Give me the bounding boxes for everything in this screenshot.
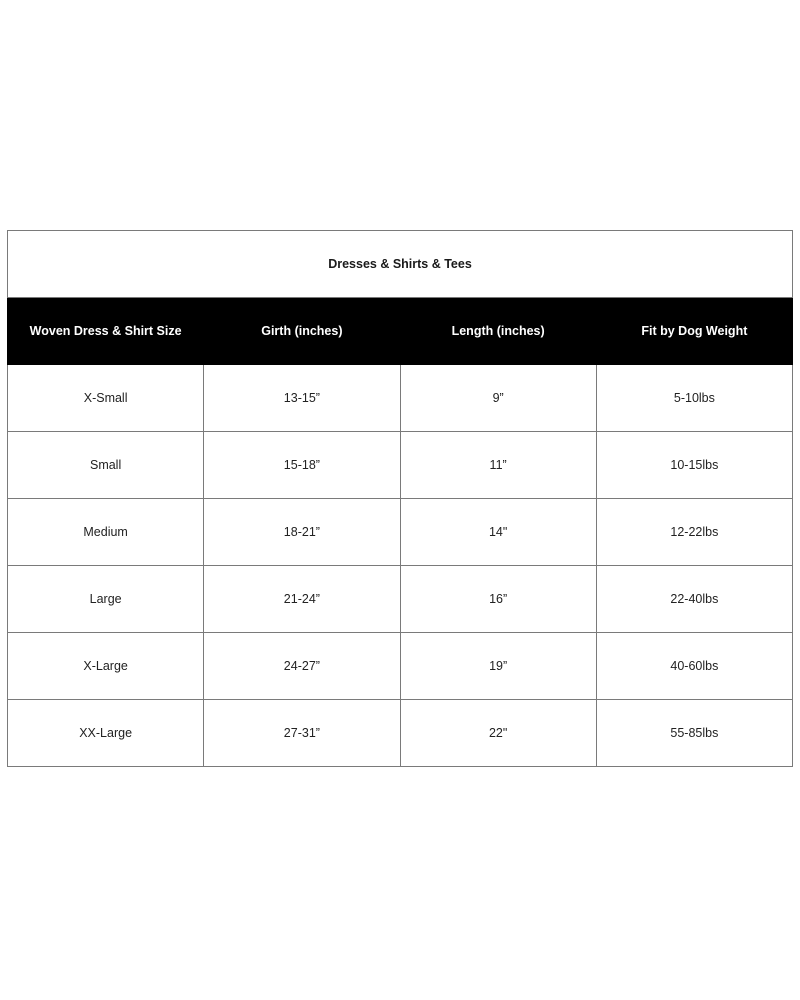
table-title: Dresses & Shirts & Tees — [8, 231, 793, 298]
table-row — [8, 700, 793, 767]
girth-cell: 18-21” — [204, 499, 400, 566]
table-row — [8, 566, 793, 633]
girth-cell: 24-27” — [204, 633, 400, 700]
length-cell: 19” — [400, 633, 596, 700]
length-cell: 16” — [400, 566, 596, 633]
title-row — [8, 231, 793, 298]
table-row — [8, 633, 793, 700]
length-cell: 22" — [400, 700, 596, 767]
length-cell: 11” — [400, 432, 596, 499]
size-cell: Large — [8, 566, 204, 633]
weight-cell: 12-22lbs — [596, 499, 792, 566]
size-cell: Medium — [8, 499, 204, 566]
length-cell: 14" — [400, 499, 596, 566]
weight-cell: 5-10lbs — [596, 365, 792, 432]
weight-cell: 55-85lbs — [596, 700, 792, 767]
girth-cell: 27-31” — [204, 700, 400, 767]
column-header-length: Length (inches) — [400, 298, 596, 365]
size-cell: Small — [8, 432, 204, 499]
size-cell: X-Large — [8, 633, 204, 700]
weight-cell: 40-60lbs — [596, 633, 792, 700]
table-row — [8, 365, 793, 432]
girth-cell: 13-15” — [204, 365, 400, 432]
size-chart-table — [7, 230, 793, 767]
column-header-size: Woven Dress & Shirt Size — [8, 298, 204, 365]
table-row — [8, 432, 793, 499]
column-header-girth: Girth (inches) — [204, 298, 400, 365]
length-cell: 9” — [400, 365, 596, 432]
weight-cell: 10-15lbs — [596, 432, 792, 499]
size-cell: XX-Large — [8, 700, 204, 767]
table-row — [8, 499, 793, 566]
girth-cell: 21-24” — [204, 566, 400, 633]
size-cell: X-Small — [8, 365, 204, 432]
header-row — [8, 298, 793, 365]
weight-cell: 22-40lbs — [596, 566, 792, 633]
column-header-weight: Fit by Dog Weight — [596, 298, 792, 365]
girth-cell: 15-18” — [204, 432, 400, 499]
